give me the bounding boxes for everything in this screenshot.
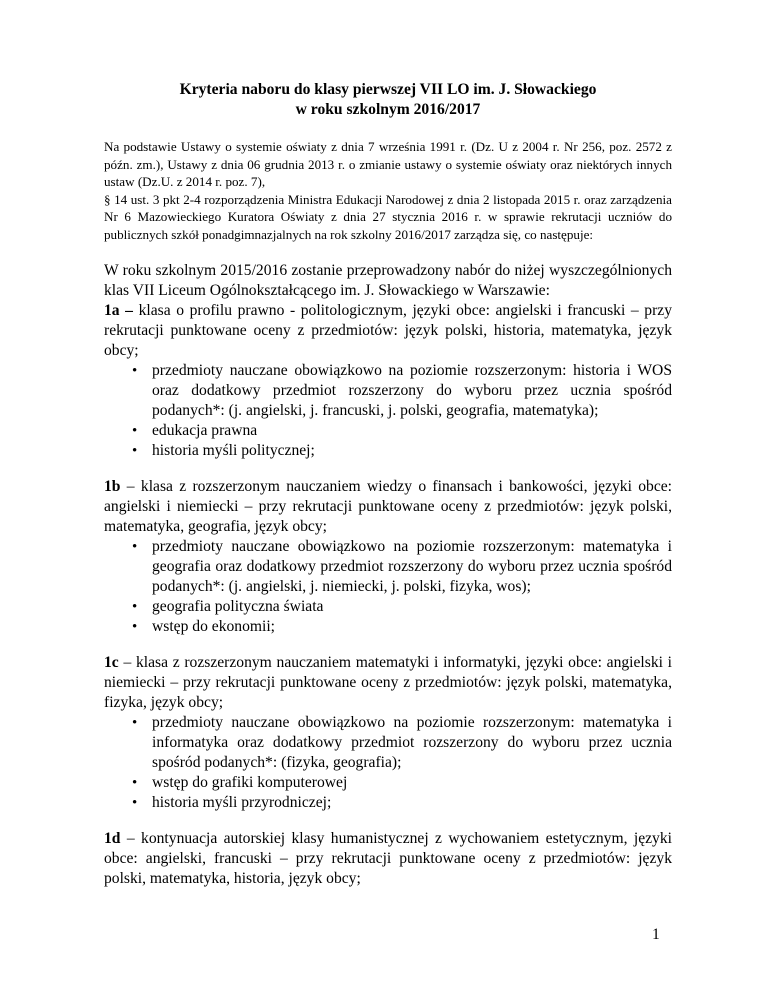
- list-item-text: przedmioty nauczane obowiązkowo na poziomie rozszerzonym: matematyka i informatyka oraz dodatkowy przedmiot rozszerzony do wyboru przez ucznia spośród podanych*: (fizyka, geografia);: [152, 714, 672, 771]
- class-1d-block: [104, 829, 672, 889]
- class-1c-block: [104, 653, 672, 813]
- list-item: [132, 793, 672, 813]
- legal-paragraph-1: Na podstawie Ustawy o systemie oświaty z dnia 7 września 1991 r. (Dz. U z 2004 r. Nr 256, poz. 2572 z późn. zm.), Ustawy z dnia 06 grudnia 2013 r. o zmianie ustawy o systemie oświaty oraz niektórych innych ustaw (Dz.U. z 2014 r. poz. 7),: [104, 139, 672, 189]
- legal-paragraph-2: § 14 ust. 3 pkt 2-4 rozporządzenia Ministra Edukacji Narodowej z dnia 2 listopada 2015 r. oraz zarządzenia Nr 6 Mazowieckiego Kuratora Oświaty z dnia 27 stycznia 2016 r. w sprawie rekrutacji uczniów do publicznych szkół ponadgimnazjalnych na rok szkolny 2016/2017 zarządza się, co następuje:: [104, 191, 672, 242]
- list-item-text: edukacja prawna: [152, 422, 258, 439]
- class-1d-text: – kontynuacja autorskiej klasy humanistycznej z wychowaniem estetycznym, języki obce: angielski, francuski – przy rekrutacji punktowane oceny z przedmiotów: język polski, matematyka, historia, język obcy;: [104, 830, 672, 887]
- class-1b-code: 1b: [104, 478, 121, 495]
- bullet-icon: •: [132, 619, 138, 635]
- class-1a-description: [104, 301, 672, 361]
- list-item-text: wstęp do ekonomii;: [152, 618, 276, 635]
- list-item-text: historia myśli przyrodniczej;: [152, 794, 332, 811]
- document-title: [104, 80, 672, 120]
- bullet-icon: •: [132, 423, 138, 439]
- bullet-icon: •: [132, 795, 138, 811]
- list-item-text: geografia polityczna świata: [152, 598, 324, 615]
- class-1a-code: 1a –: [104, 302, 133, 319]
- bullet-icon: •: [132, 715, 138, 731]
- list-item-text: przedmioty nauczane obowiązkowo na poziomie rozszerzonym: matematyka i geografia oraz dodatkowy przedmiot rozszerzony do wyboru przez ucznia spośród podanych*: (j. angielski, j. niemiecki, j. polski, fizyka, wos);: [152, 538, 672, 595]
- intro-block: [104, 261, 672, 461]
- class-1c-code: 1c: [104, 654, 119, 671]
- main-content: [104, 261, 672, 889]
- document-page: [104, 80, 672, 905]
- list-item: [132, 713, 672, 773]
- list-item: [132, 773, 672, 793]
- bullet-icon: •: [132, 775, 138, 791]
- class-1b-description: [104, 477, 672, 537]
- class-1c-bullets: [104, 713, 672, 813]
- list-item: [132, 441, 672, 461]
- class-1d-code: 1d: [104, 830, 121, 847]
- bullet-icon: •: [132, 599, 138, 615]
- intro-paragraph: W roku szkolnym 2015/2016 zostanie przeprowadzony nabór do niżej wyszczególnionych klas VII Liceum Ogólnokształcącego im. J. Słowackiego w Warszawie:: [104, 262, 672, 299]
- class-1d-description: [104, 829, 672, 889]
- bullet-icon: •: [132, 443, 138, 459]
- legal-basis: [104, 138, 672, 243]
- page-number: 1: [652, 926, 660, 943]
- class-1b-bullets: [104, 537, 672, 637]
- list-item: [132, 597, 672, 617]
- list-item: [132, 421, 672, 441]
- title-line-1: Kryteria naboru do klasy pierwszej VII LO im. J. Słowackiego: [179, 81, 597, 98]
- class-1c-text: – klasa z rozszerzonym nauczaniem matematyki i informatyki, języki obce: angielski i niemiecki – przy rekrutacji punktowane oceny z przedmiotów: język polski, matematyka, fizyka, język obcy;: [104, 654, 672, 711]
- class-1a-bullets: [104, 361, 672, 461]
- class-1b-block: [104, 477, 672, 637]
- title-line-2: w roku szkolnym 2016/2017: [295, 101, 481, 118]
- class-1b-text: – klasa z rozszerzonym nauczaniem wiedzy o finansach i bankowości, języki obce: angielski i niemiecki – przy rekrutacji punktowane oceny z przedmiotów: język polski, matematyka, geografia, język obcy;: [104, 478, 672, 535]
- class-1a-text: klasa o profilu prawno - politologicznym, języki obce: angielski i francuski – przy rekrutacji punktowane oceny z przedmiotów: język polski, historia, matematyka, język obcy;: [104, 302, 672, 359]
- list-item: [132, 361, 672, 421]
- bullet-icon: •: [132, 363, 138, 379]
- list-item: [132, 617, 672, 637]
- list-item: [132, 537, 672, 597]
- list-item-text: historia myśli politycznej;: [152, 442, 315, 459]
- bullet-icon: •: [132, 539, 138, 555]
- list-item-text: wstęp do grafiki komputerowej: [152, 774, 348, 791]
- list-item-text: przedmioty nauczane obowiązkowo na poziomie rozszerzonym: historia i WOS oraz dodatkowy przedmiot rozszerzony do wyboru przez ucznia spośród podanych*: (j. angielski, j. francuski, j. polski, geografia, matematyka);: [152, 362, 672, 419]
- class-1c-description: [104, 653, 672, 713]
